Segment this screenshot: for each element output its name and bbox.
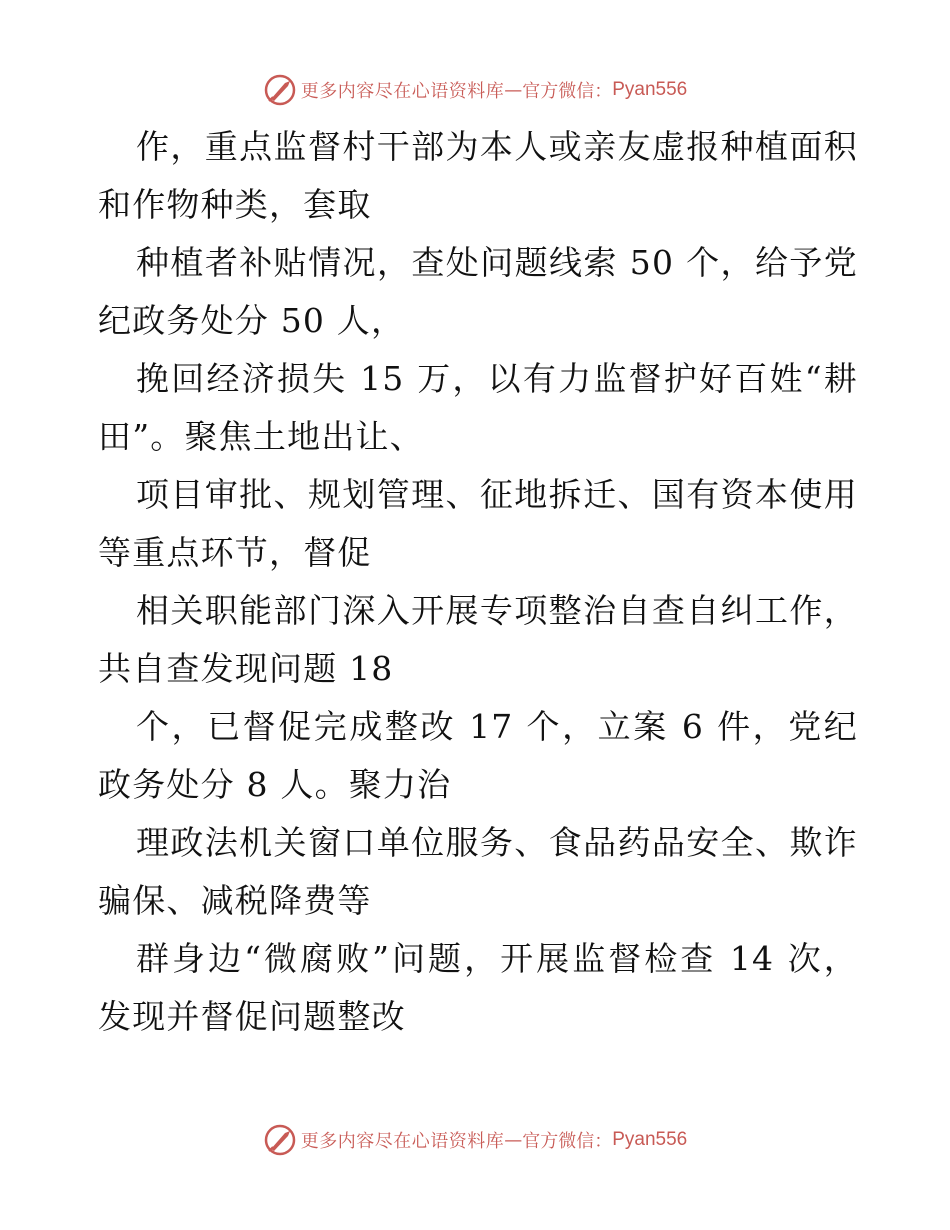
text-line: 理政法机关窗口单位服务、食品药品安全、欺诈 xyxy=(136,823,858,862)
watermark-wechat-label: 官方微信： xyxy=(522,81,613,102)
watermark-text: 更多内容尽在心语资料库 xyxy=(300,81,505,102)
quill-pen-circle-icon xyxy=(263,1123,297,1157)
text-line: 等重点环节，督促 xyxy=(98,533,372,572)
header-watermark xyxy=(0,70,950,110)
text-line: 相关职能部门深入开展专项整治自查自纠工作， xyxy=(136,591,858,630)
text-line: 共自查发现问题 18 xyxy=(98,649,394,688)
text-line: 挽回经济损失 15 万，以有力监督护好百姓“耕 xyxy=(136,359,858,398)
watermark-separator: — xyxy=(504,1129,523,1151)
watermark-wechat-label: 官方微信： xyxy=(522,1131,613,1152)
text-line: 群身边“微腐败”问题，开展监督检查 14 次， xyxy=(136,939,858,978)
watermark-text: 更多内容尽在心语资料库 xyxy=(300,1131,505,1152)
text-line: 政务处分 8 人。聚力治 xyxy=(98,765,452,804)
text-line: 纪政务处分 50 人， xyxy=(98,301,406,340)
text-line: 发现并督促问题整改 xyxy=(98,997,406,1036)
watermark-separator: — xyxy=(504,79,523,101)
text-line: 项目审批、规划管理、征地拆迁、国有资本使用 xyxy=(136,475,858,514)
text-line: 田”。聚焦土地出让、 xyxy=(98,417,424,456)
footer-watermark xyxy=(0,1120,950,1160)
text-line: 种植者补贴情况，查处问题线索 50 个，给予党 xyxy=(136,243,858,282)
watermark-wechat-id: Pyan556 xyxy=(612,1129,688,1150)
text-line: 骗保、减税降费等 xyxy=(98,881,372,920)
text-line: 个，已督促完成整改 17 个，立案 6 件，党纪 xyxy=(136,707,858,746)
quill-pen-circle-icon xyxy=(263,73,297,107)
body-text xyxy=(98,118,858,1046)
watermark-wechat-id: Pyan556 xyxy=(612,79,688,100)
text-line: 作，重点监督村干部为本人或亲友虚报种植面积 xyxy=(136,127,858,166)
text-line: 和作物种类，套取 xyxy=(98,185,372,224)
